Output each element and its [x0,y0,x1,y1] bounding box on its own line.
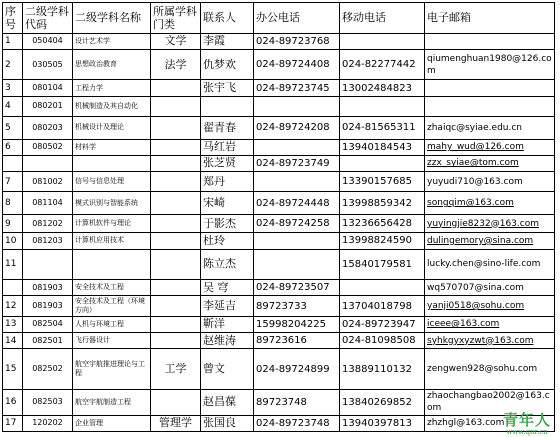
cell-cat [151,117,201,139]
cell-no: 12 [3,296,23,316]
cell-email: lucky.chen@sino-life.com [425,249,555,280]
cell-email [425,96,555,116]
cell-email: yanji0518@sohu.com [425,296,555,316]
cell-office: 15998204225 [254,316,340,332]
cell-code [23,249,73,280]
cell-no [3,280,23,296]
cell-email: zhaiqc@syiae.edu.cn [425,117,555,139]
cell-code: 081104 [23,192,73,214]
cell-no: 14 [3,333,23,349]
cell-contact: 赵昌葆 [201,390,254,415]
table-row [3,280,555,296]
cell-name: 航空宇航推进理论与工程 [73,349,151,390]
cell-contact: 曾文 [201,349,254,390]
cell-code: 050404 [23,33,73,49]
header-cell: 办公电话 [254,3,340,34]
watermark-text: 青年人 [502,411,551,429]
cell-office: 024-89723507 [254,280,340,296]
header-cell: 联系人 [201,3,254,34]
table-row [3,349,555,390]
cell-office [254,249,340,280]
cell-email: dulingemory@sina.com [425,233,555,249]
cell-code: 082502 [23,349,73,390]
table-row [3,80,555,96]
cell-mobile: 13002484823 [340,80,425,96]
cell-name: 设计艺术学 [73,33,151,49]
cell-name: 材料学 [73,139,151,155]
cell-office: 024-89724448 [254,192,340,214]
table-row [3,214,555,232]
cell-cat [151,172,201,192]
cell-name: 工程力学 [73,80,151,96]
cell-name: 计算机应用技术 [73,233,151,249]
cell-contact: 宋崎 [201,192,254,214]
cell-code: 081002 [23,172,73,192]
cell-mobile [340,280,425,296]
cell-cat [151,280,201,296]
cell-no: 15 [3,349,23,390]
cell-mobile: 13998859342 [340,192,425,214]
cell-no: 9 [3,214,23,232]
cell-name: 机械制造及其自动化 [73,96,151,116]
cell-no: 3 [3,80,23,96]
cell-mobile: 024-89723947 [340,316,425,332]
cell-no: 2 [3,49,23,80]
cell-email: qiumenghuan1980@126.com [425,49,555,80]
cell-office [254,96,340,116]
table-row [3,390,555,415]
cell-no: 4 [3,96,23,116]
cell-office: 89723616 [254,333,340,349]
header-row [3,3,555,34]
cell-code: 080201 [23,96,73,116]
cell-office: 024-89723768 [254,33,340,49]
cell-email: yuyingjie8232@163.com [425,214,555,232]
table-row [3,33,555,49]
cell-code: 030505 [23,49,73,80]
cell-cat [151,155,201,171]
cell-code: 080104 [23,80,73,96]
cell-no: 11 [3,249,23,280]
cell-contact: 张国良 [201,415,254,431]
cell-mobile: 13998824590 [340,233,425,249]
cell-mobile: 024-82277442 [340,49,425,80]
cell-cat [151,390,201,415]
cell-office: 024-89723748 [254,415,340,431]
cell-cat [151,249,201,280]
cell-mobile [340,33,425,49]
cell-code: 081903 [23,280,73,296]
header-cell: 移动电话 [340,3,425,34]
cell-code: 081202 [23,214,73,232]
table-row [3,117,555,139]
cell-code: 081903 [23,296,73,316]
cell-code: 081203 [23,233,73,249]
cell-cat [151,333,201,349]
cell-email [425,80,555,96]
cell-email: yuyudi710@163.com [425,172,555,192]
table-row [3,249,555,280]
header-cell: 二级学科代码 [23,3,73,34]
header-cell: 二级学科名称 [73,3,151,34]
cell-office: 024-89724899 [254,349,340,390]
cell-email: songqim@163.com [425,192,555,214]
cell-mobile: 13840269852 [340,390,425,415]
cell-code: 080203 [23,117,73,139]
cell-office: 024-89724258 [254,214,340,232]
cell-name [73,249,151,280]
cell-contact: 于影杰 [201,214,254,232]
cell-cat [151,96,201,116]
cell-name: 思想政治教育 [73,49,151,80]
cell-email: mahy_wud@126.com [425,139,555,155]
cell-name: 人机与环境工程 [73,316,151,332]
cell-contact: 张宇飞 [201,80,254,96]
cell-email: syhkgyxyzwt@163.com [425,333,555,349]
cell-mobile: 13940397813 [340,415,425,431]
cell-email [425,33,555,49]
cell-cat [151,80,201,96]
cell-code: 120202 [23,415,73,431]
header-cell: 电子邮箱 [425,3,555,34]
cell-name [73,155,151,171]
cell-contact: 杜玲 [201,233,254,249]
cell-mobile: 13704018798 [340,296,425,316]
cell-code: 082504 [23,316,73,332]
cell-name: 计算机软件与理论 [73,214,151,232]
cell-email: zhzhgl@163.com [425,415,555,431]
cell-no: 8 [3,192,23,214]
cell-cat: 文学 [151,33,201,49]
cell-no [3,155,23,171]
cell-mobile: 024-81565311 [340,117,425,139]
cell-mobile: 13236656428 [340,214,425,232]
cell-contact: 马红岩 [201,139,254,155]
table-row [3,296,555,316]
table-row [3,415,555,431]
table-row [3,96,555,116]
cell-contact: 吴 穹 [201,280,254,296]
cell-no: 16 [3,390,23,415]
cell-email: wq570707@sina.com [425,280,555,296]
cell-mobile: 15840179581 [340,249,425,280]
cell-cat: 法学 [151,49,201,80]
table-row [3,316,555,332]
cell-cat [151,192,201,214]
table-row [3,333,555,349]
cell-cat [151,296,201,316]
cell-name: 模式识别与智能系统 [73,192,151,214]
cell-contact: 赵维涛 [201,333,254,349]
cell-code: 082503 [23,390,73,415]
cell-code [23,155,73,171]
cell-contact: 李霞 [201,33,254,49]
cell-cat: 管理学 [151,415,201,431]
cell-contact: 翟青春 [201,117,254,139]
table-row [3,155,555,171]
cell-cat [151,139,201,155]
cell-no: 13 [3,316,23,332]
cell-mobile: 13390157685 [340,172,425,192]
header-cell: 序号 [3,3,23,34]
cell-contact: 张芝贤 [201,155,254,171]
cell-mobile: 024-81098508 [340,333,425,349]
cell-code: 082501 [23,333,73,349]
cell-office [254,233,340,249]
cell-office: 024-89724208 [254,117,340,139]
cell-name: 信号与信息处理 [73,172,151,192]
cell-office: 024-89724408 [254,49,340,80]
table-row [3,192,555,214]
cell-email: iceee@163.com [425,316,555,332]
cell-no: 1 [3,33,23,49]
discipline-contact-table [2,2,555,432]
header-cell: 所属学科门类 [151,3,201,34]
cell-mobile [340,96,425,116]
cell-mobile [340,155,425,171]
cell-cat [151,233,201,249]
cell-contact: 李延吉 [201,296,254,316]
cell-name: 企业管理 [73,415,151,431]
cell-cat [151,316,201,332]
cell-email: zengwen928@sohu.com [425,349,555,390]
cell-email: zhaochangbao2002@163.com [425,390,555,415]
cell-office: 024-89723745 [254,80,340,96]
cell-no: 10 [3,233,23,249]
cell-mobile: 13889110132 [340,349,425,390]
cell-name: 安全技术及工程（环境方向） [73,296,151,316]
cell-name: 航空宇航制造工程 [73,390,151,415]
cell-name: 安全技术及工程 [73,280,151,296]
cell-name: 机械设计及理论 [73,117,151,139]
cell-no: 7 [3,172,23,192]
cell-cat [151,214,201,232]
cell-office: 89723733 [254,296,340,316]
cell-contact: 靳洋 [201,316,254,332]
cell-contact: 陈立杰 [201,249,254,280]
watermark-url: www.qnr.cn [506,428,548,436]
cell-office: 89723748 [254,390,340,415]
cell-no: 5 [3,117,23,139]
table-row [3,49,555,80]
cell-code: 080502 [23,139,73,155]
cell-no: 6 [3,139,23,155]
table-row [3,172,555,192]
cell-contact: 郑丹 [201,172,254,192]
table-row [3,139,555,155]
cell-contact: 仇梦欢 [201,49,254,80]
table-row [3,233,555,249]
cell-office [254,172,340,192]
cell-cat: 工学 [151,349,201,390]
cell-email: zzx_syiae@tom.com [425,155,555,171]
cell-office: 024-89723749 [254,155,340,171]
site-watermark [498,412,556,436]
cell-mobile: 13940184543 [340,139,425,155]
cell-no: 17 [3,415,23,431]
cell-name: 飞行器设计 [73,333,151,349]
cell-contact [201,96,254,116]
cell-office [254,139,340,155]
